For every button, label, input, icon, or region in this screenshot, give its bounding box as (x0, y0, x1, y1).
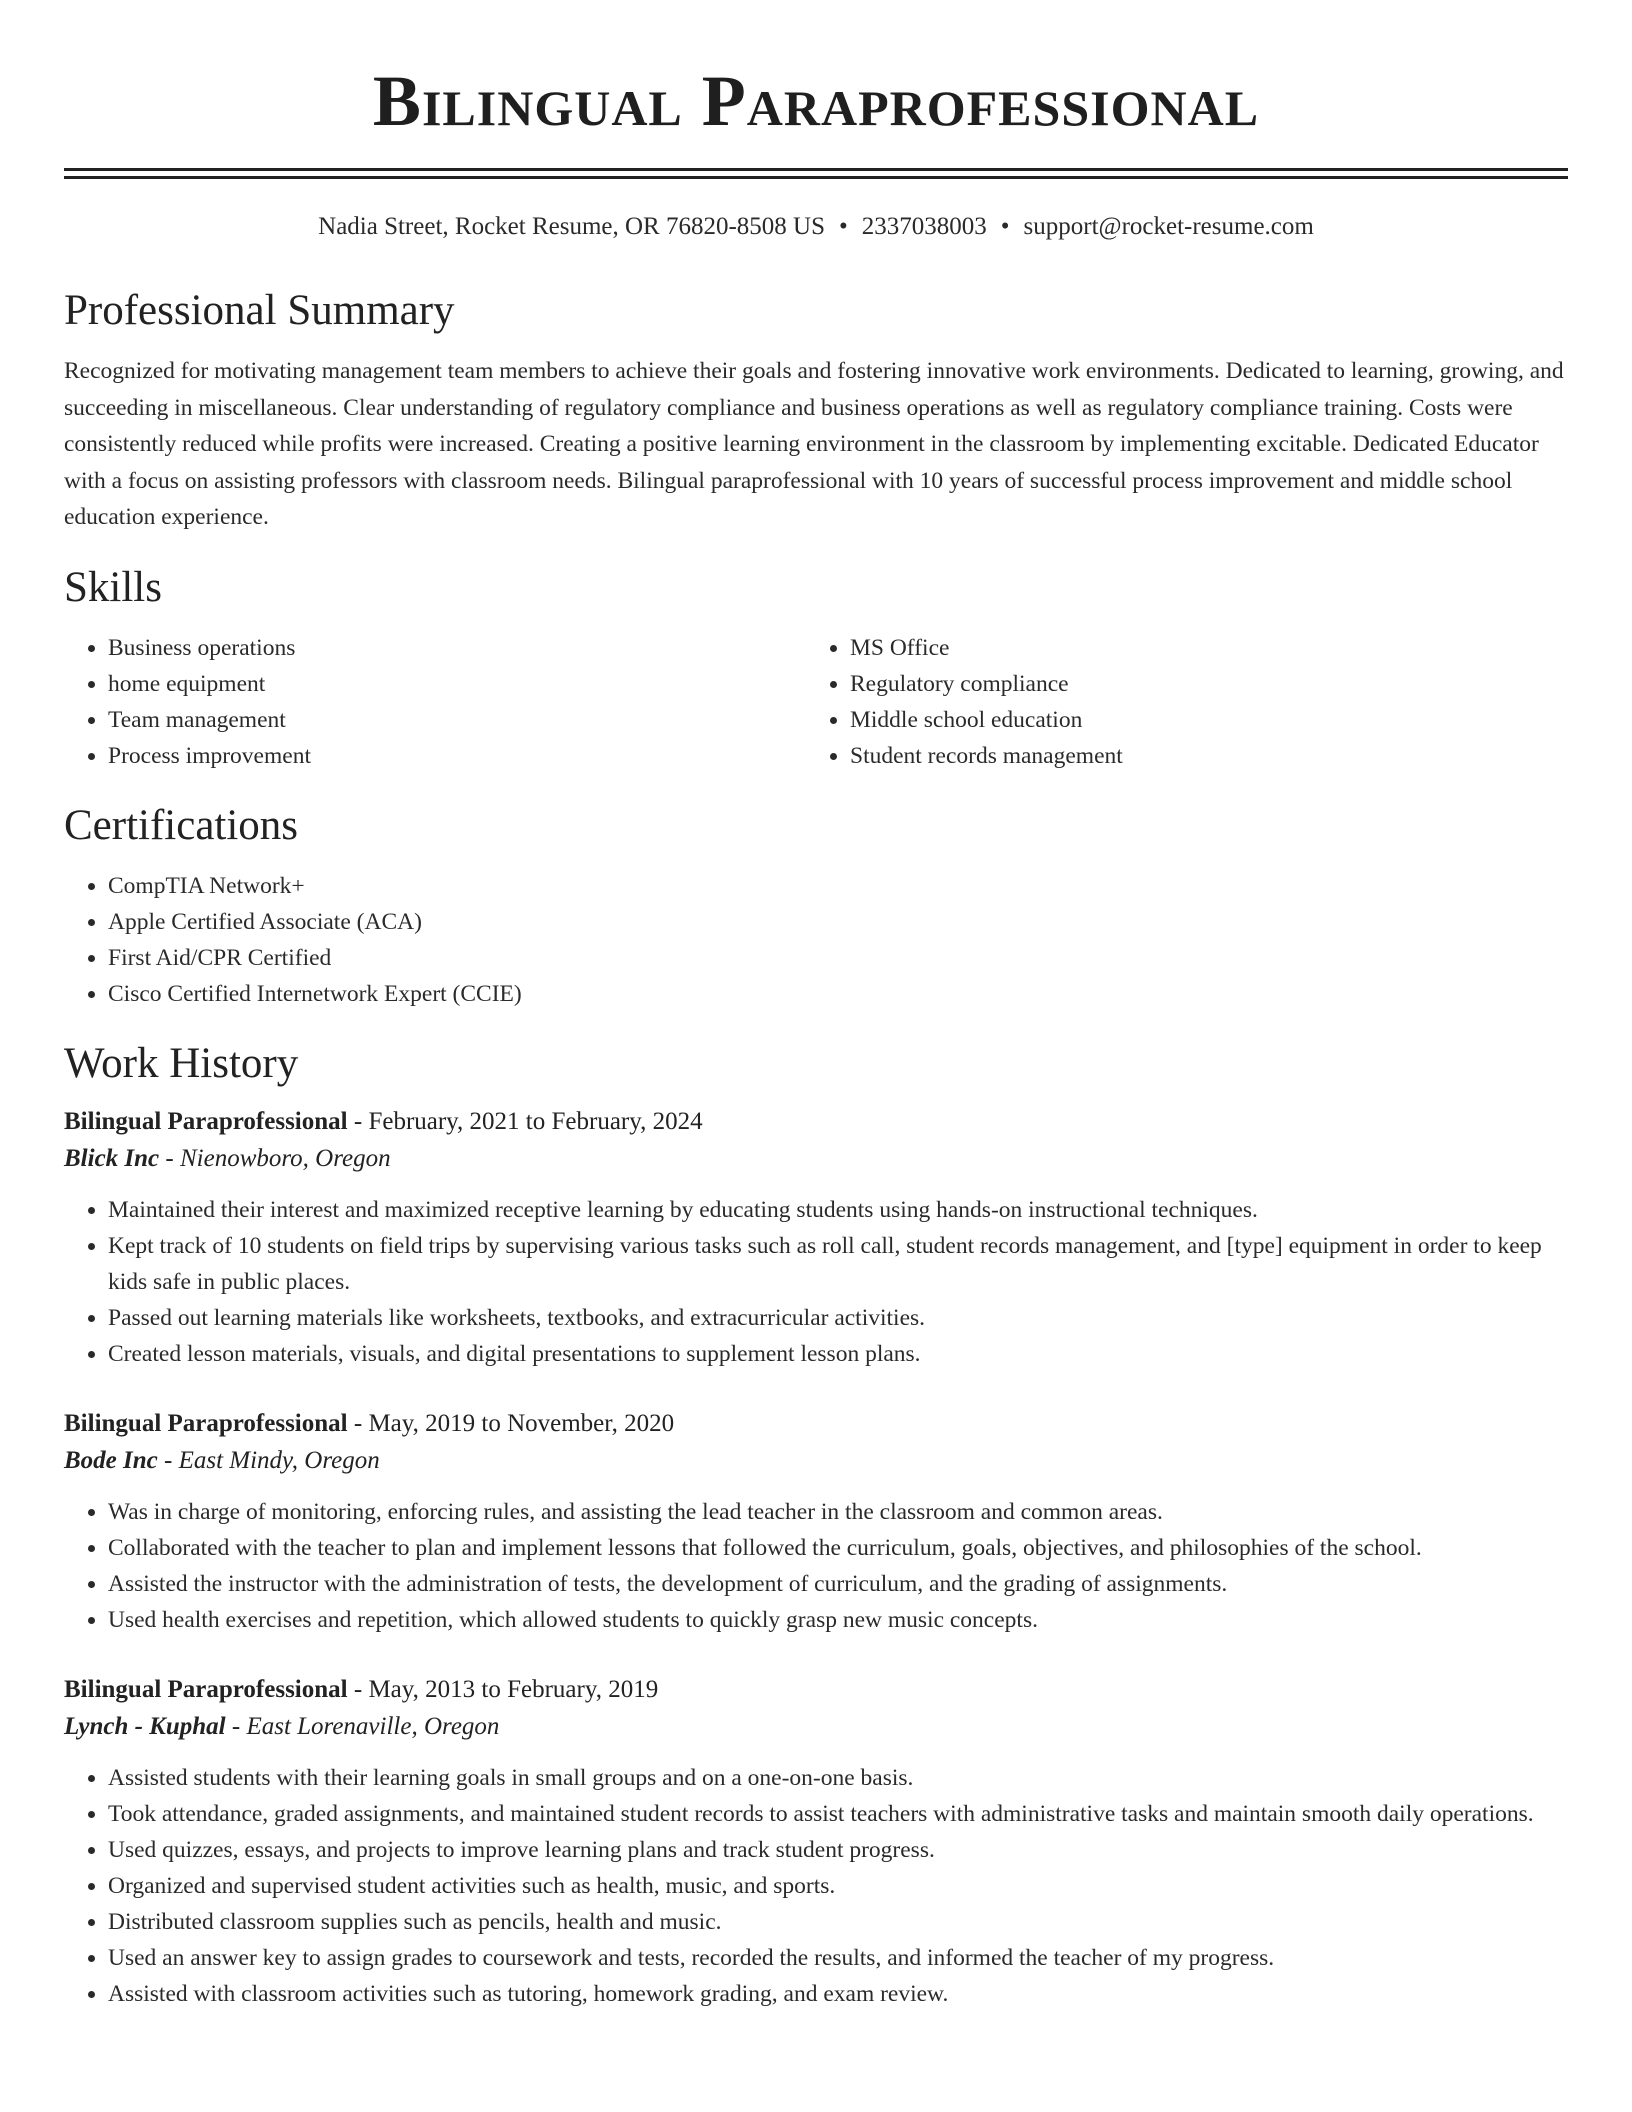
skill-item: • Regulatory compliance (850, 666, 1548, 702)
job-duty: • Was in charge of monitoring, enforcing rules, and assisting the lead teacher in the classroom and common areas. (108, 1494, 1568, 1530)
job-duty: • Used quizzes, essays, and projects to improve learning plans and track student progress. (108, 1832, 1568, 1868)
certifications-section (64, 800, 1568, 1012)
title-divider (64, 168, 1568, 179)
skills-column-left (64, 630, 806, 774)
job-duty: • Took attendance, graded assignments, and maintained student records to assist teachers with administrative tasks and maintain smooth daily operations. (108, 1796, 1568, 1832)
job-dates: February, 2021 to February, 2024 (368, 1107, 703, 1135)
skills-heading: Skills (64, 563, 162, 611)
certification-item: • CompTIA Network+ (108, 868, 1568, 904)
contact-separator: • (839, 213, 848, 240)
job-duty: • Maintained their interest and maximized receptive learning by educating students using hands-on instructional techniques. (108, 1192, 1568, 1228)
job-duties-list (64, 1494, 1568, 1638)
skill-item: • Process improvement (108, 738, 806, 774)
job-location: Nienowboro, Oregon (179, 1144, 391, 1172)
skills-list-right (806, 630, 1548, 774)
contact-email: support@rocket-resume.com (1023, 213, 1314, 240)
skills-section (64, 562, 1568, 774)
contact-phone: 2337038003 (861, 213, 987, 240)
skill-item: • home equipment (108, 666, 806, 702)
job-duty: • Passed out learning materials like worksheets, textbooks, and extracurricular activities. (108, 1300, 1568, 1336)
job-company-line: Lynch - Kuphal - East Lorenaville, Oregon (64, 1712, 500, 1740)
job-company-line: Blick Inc - Nienowboro, Oregon (64, 1144, 391, 1172)
job-duty: • Collaborated with the teacher to plan and implement lessons that followed the curriculum, goals, objectives, and philosophies of the school. (108, 1530, 1568, 1566)
job-entry (64, 1104, 1568, 1372)
summary-section (64, 285, 1568, 536)
job-duty: • Assisted the instructor with the administration of tests, the development of curriculum, and the grading of assignments. (108, 1566, 1568, 1602)
job-location: East Mindy, Oregon (178, 1446, 380, 1474)
job-duty: • Created lesson materials, visuals, and digital presentations to supplement lesson plans. (108, 1336, 1568, 1372)
job-duty: • Distributed classroom supplies such as pencils, health and music. (108, 1904, 1568, 1940)
job-dates: May, 2013 to February, 2019 (368, 1675, 659, 1703)
job-duty: • Organized and supervised student activities such as health, music, and sports. (108, 1868, 1568, 1904)
work-history-section (64, 1038, 1568, 2012)
skills-list-left (64, 630, 806, 774)
job-dates: May, 2019 to November, 2020 (368, 1409, 675, 1437)
certifications-heading: Certifications (64, 801, 299, 849)
job-location: East Lorenaville, Oregon (246, 1712, 500, 1740)
skill-item: • Business operations (108, 630, 806, 666)
job-role: Bilingual Paraprofessional (64, 1409, 348, 1437)
job-company: Blick Inc (64, 1144, 160, 1172)
job-entry (64, 1406, 1568, 1638)
job-company: Lynch - Kuphal (64, 1712, 226, 1740)
job-title-line: Bilingual Paraprofessional - February, 2021 to February, 2024 (64, 1107, 703, 1135)
job-company: Bode Inc (64, 1446, 158, 1474)
skill-item: • Student records management (850, 738, 1548, 774)
contact-line (64, 211, 1568, 243)
summary-heading: Professional Summary (64, 287, 455, 334)
job-duty: • Kept track of 10 students on field trips by supervising various tasks such as roll call, student records management, and [type] equipment in order to keep kids safe in public places. (108, 1228, 1568, 1300)
job-duties-list (64, 1760, 1568, 2012)
job-company-line: Bode Inc - East Mindy, Oregon (64, 1446, 380, 1474)
job-duty: • Assisted students with their learning goals in small groups and on a one-on-one basis. (108, 1760, 1568, 1796)
certification-item: • First Aid/CPR Certified (108, 940, 1568, 976)
contact-separator: • (1000, 213, 1010, 240)
skill-item: • Team management (108, 702, 806, 738)
skill-item: • Middle school education (850, 702, 1548, 738)
job-title-line: Bilingual Paraprofessional - May, 2013 to February, 2019 (64, 1675, 659, 1703)
job-duties-list (64, 1192, 1568, 1372)
certification-item: • Apple Certified Associate (ACA) (108, 904, 1568, 940)
job-entry (64, 1672, 1568, 2012)
job-duty: • Used an answer key to assign grades to coursework and tests, recorded the results, and informed the teacher of my progress. (108, 1940, 1568, 1976)
skills-grid (64, 630, 1568, 774)
skills-column-right (806, 630, 1548, 774)
summary-text: Recognized for motivating management team members to achieve their goals and fostering innovative work environments. Dedicated to learning, growing, and succeeding in miscellaneous. Clear understanding of regulatory compliance and business operations as well as regulatory compliance training. Costs were consistently reduced while profits were increased. Creating a positive learning environment in the classroom by implementing excitable. Dedicated Educator with a focus on assisting professors with classroom needs. Bilingual paraprofessional with 10 years of successful process improvement and middle school education experience. (64, 358, 1564, 531)
job-role: Bilingual Paraprofessional (64, 1107, 348, 1135)
contact-address: Nadia Street, Rocket Resume, OR 76820-8508 US (318, 213, 826, 240)
resume-title: Bilingual Paraprofessional (372, 61, 1260, 141)
job-role: Bilingual Paraprofessional (64, 1675, 348, 1703)
certifications-list (64, 868, 1568, 1012)
certification-item: • Cisco Certified Internetwork Expert (CCIE) (108, 976, 1568, 1012)
work-history-heading: Work History (64, 1039, 299, 1087)
job-duty: • Used health exercises and repetition, which allowed students to quickly grasp new music concepts. (108, 1602, 1568, 1638)
job-title-line: Bilingual Paraprofessional - May, 2019 to November, 2020 (64, 1409, 675, 1437)
skill-item: • MS Office (850, 630, 1548, 666)
job-duty: • Assisted with classroom activities such as tutoring, homework grading, and exam review. (108, 1976, 1568, 2012)
